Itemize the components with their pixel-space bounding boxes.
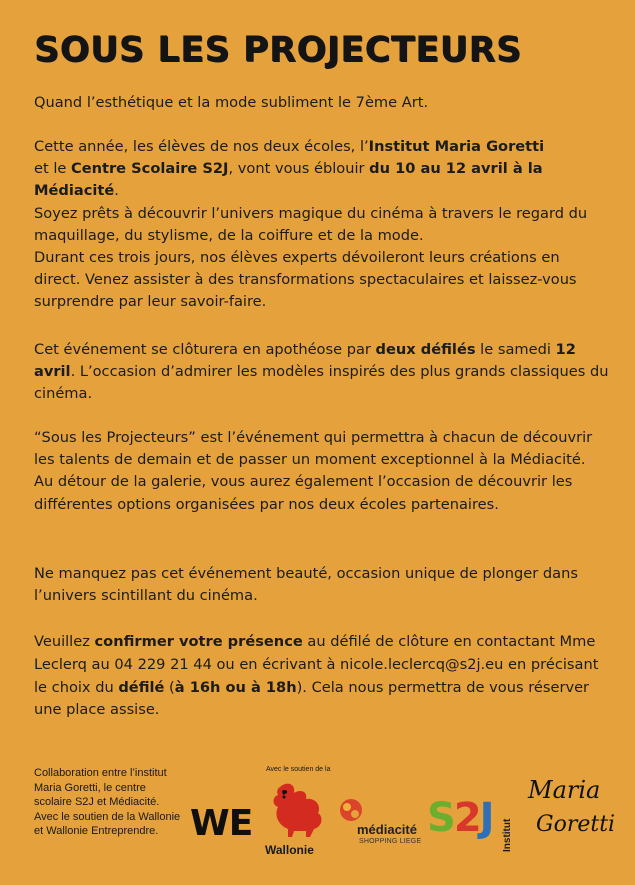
mediacite-logo-text: médiacité — [357, 822, 417, 837]
maria-goretti-logo-maria: Maria — [528, 776, 601, 804]
mediacite-tagline: SHOPPING LIEGE — [359, 838, 422, 845]
confirm-highlight-times: à 16h ou à 18h — [174, 678, 297, 696]
closing-paragraph — [34, 339, 609, 406]
intro-text-2: et le — [34, 160, 72, 178]
confirm-text-2: au défilé de clôture en contactant Mme Leclerq au 04 229 21 44 ou en écrivant à nicole.leclercq@s2j.eu en précisant le choix du — [34, 633, 599, 696]
maria-goretti-logo-goretti: Goretti — [536, 812, 616, 837]
s2j-letter-j: J — [479, 795, 493, 841]
closing-text-2: le samedi — [475, 341, 556, 358]
confirm-paragraph — [34, 631, 609, 722]
closing-text-1: Cet événement se clôturera en apothéose par — [34, 341, 376, 358]
s2j-letter-s: S — [427, 795, 454, 841]
we-logo: WE — [190, 803, 253, 844]
talents-paragraph: “Sous les Projecteurs” est l’événement qui permettra à chacun de découvrir les talents de demain et de passer un moment exceptionnel à la Médiacité. Au détour de la galerie, vous aurez également l’occasion de découvrir les différentes options organisées par nos deux écoles partenaires. — [34, 429, 593, 513]
confirm-highlight-show: défilé — [118, 678, 165, 696]
closing-text-3: . L’occasion d’admirer les modèles inspirés des plus grands classiques du cinéma. — [34, 363, 609, 403]
institut-label: Institut — [502, 818, 513, 852]
page-title: SOUS LES PROJECTEURS — [34, 30, 522, 70]
s2j-logo — [427, 795, 493, 841]
nomiss-paragraph: Ne manquez pas cet événement beauté, occasion unique de plonger dans l’univers scintillant du cinéma. — [34, 565, 578, 605]
school-name-s2j: Centre Scolaire S2J — [71, 160, 229, 178]
intro-paragraph — [34, 136, 609, 314]
closing-highlight-shows: deux défilés — [375, 341, 476, 358]
intro-text-1: Cette année, les élèves de nos deux écoles, l’ — [34, 138, 369, 155]
confirm-text-3: ( — [164, 678, 175, 696]
confirm-text-4: ). Cela nous permettra de vous réserver une place assise. — [34, 678, 590, 719]
event-dates: du 10 au 12 avril à la Médiacité — [34, 160, 543, 200]
intro-text-4: . — [114, 182, 119, 200]
confirm-highlight-presence: confirmer votre présence — [94, 633, 303, 650]
closing-highlight-date: 12 avril — [34, 341, 576, 381]
s2j-digit-2: 2 — [453, 795, 480, 841]
intro-line-2: Soyez prêts à découvrir l’univers magique du cinéma à travers le regard du maquillage, du stylisme, de la coiffure et de la mode. — [34, 204, 588, 244]
intro-text-3: , vont vous éblouir — [228, 160, 370, 178]
confirm-text-1: Veuillez — [34, 633, 95, 650]
wallonie-support-text: Avec le soutien de la — [266, 766, 331, 773]
school-name-goretti: Institut Maria Goretti — [368, 138, 545, 155]
wallonie-rooster-icon — [266, 779, 330, 843]
collaboration-note: Collaboration entre l’institut Maria Goretti, le centre scolaire S2J et Médiacité. Avec le soutien de la Wallonie et Wallonie Entreprendre. — [34, 767, 181, 838]
intro-line-3: Durant ces trois jours, nos élèves experts dévoileront leurs créations en direct. Venez assister à des transformations spectaculaires et laissez-vous surprendre par leur savoir-faire. — [34, 249, 577, 311]
wallonie-logo-text: Wallonie — [265, 843, 314, 857]
subtitle: Quand l’esthétique et la mode subliment le 7ème Art. — [34, 94, 429, 111]
